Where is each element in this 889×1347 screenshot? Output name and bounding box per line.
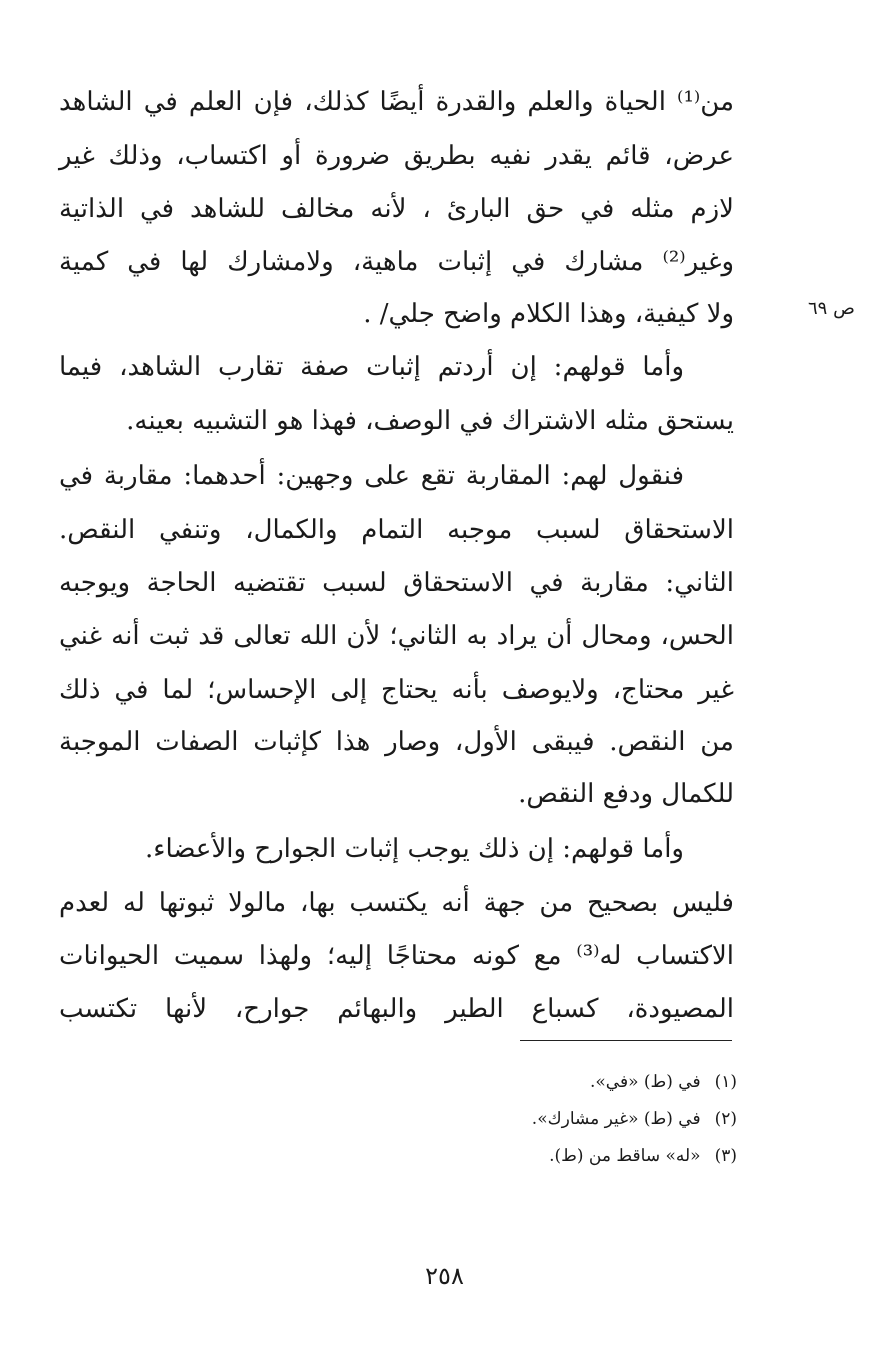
text-line: الحس، ومحال أن يراد به الثاني؛ لأن الله تعالى قد ثبت أنه غني: [59, 621, 734, 651]
footnote: [549, 1146, 737, 1166]
footnote-text: في (ط) «في».: [589, 1072, 701, 1092]
text-line: وأما قولهم: إن ذلك يوجب إثبات الجوارح والأعضاء.: [144, 834, 684, 864]
text-line: ولا كيفية، وهذا الكلام واضح جلي/ .: [363, 299, 734, 329]
text-line: من النقص. فيبقى الأول، وصار هذا كإثبات الصفات الموجبة: [59, 727, 734, 757]
footnote-text: في (ط) «غير مشارك».: [531, 1109, 701, 1129]
text-line: غير محتاج، ولايوصف بأنه يحتاج إلى الإحساس؛ لما في ذلك: [59, 675, 734, 705]
text-line: من⁽¹⁾ الحياة والعلم والقدرة أيضًا كذلك، فإن العلم في الشاهد: [59, 87, 734, 117]
text-line: وغير⁽²⁾ مشارك في إثبات ماهية، ولامشارك لها في كمية: [59, 247, 734, 277]
text-line: وأما قولهم: إن أردتم إثبات صفة تقارب الشاهد، فيما: [59, 352, 684, 382]
footnote-separator: [520, 1040, 732, 1041]
text-line: عرض، قائم يقدر نفيه بطريق ضرورة أو اكتساب، وذلك غير: [59, 141, 734, 171]
page-number: ٢٥٨: [425, 1262, 464, 1290]
text-line: الاكتساب له⁽³⁾ مع كونه محتاجًا إليه؛ ولهذا سميت الحيوانات: [59, 941, 734, 971]
text-line: لازم مثله في حق البارئ ، لأنه مخالف للشاهد في الذاتية: [59, 194, 734, 224]
text-line: يستحق مثله الاشتراك في الوصف، فهذا هو التشبيه بعينه.: [126, 406, 734, 436]
footnote-number: (١): [714, 1072, 737, 1092]
footnote: [532, 1109, 737, 1129]
margin-page-reference: ص ٦٩: [808, 298, 855, 319]
footnote-text: «له» ساقط من (ط).: [549, 1146, 701, 1166]
footnote-number: (٣): [714, 1146, 737, 1166]
text-line: فليس بصحيح من جهة أنه يكتسب بها، مالولا ثبوتها له لعدم: [59, 888, 734, 918]
text-line: الثاني: مقاربة في الاستحقاق لسبب تقتضيه الحاجة ويوجبه: [59, 568, 734, 598]
text-line: الاستحقاق لسبب موجبه التمام والكمال، وتنفي النقص.: [59, 515, 734, 545]
footnote: [590, 1072, 737, 1092]
text-line: للكمال ودفع النقص.: [518, 779, 734, 809]
footnote-number: (٢): [714, 1109, 737, 1129]
text-line: فنقول لهم: المقاربة تقع على وجهين: أحدهما: مقاربة في: [59, 461, 684, 491]
text-line: المصيودة، كسباع الطير والبهائم جوارح، لأنها تكتسب: [59, 994, 734, 1024]
